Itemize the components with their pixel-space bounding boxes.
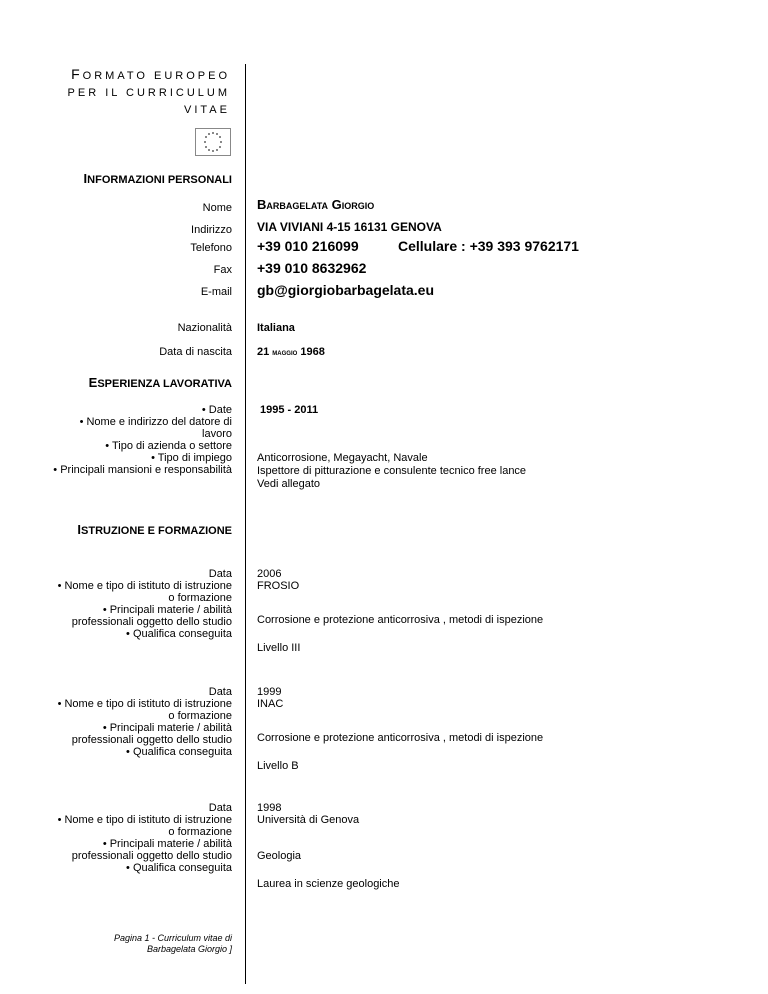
edu-istituto: FROSIO: [257, 580, 300, 592]
value-data-nascita: 21 maggio 1968: [257, 346, 325, 358]
label-telefono: Telefono: [190, 242, 232, 254]
title-line1: ORMATO EUROPEO: [82, 70, 230, 82]
value-cellulare: Cellulare : +39 393 9762171: [398, 238, 579, 254]
edu-qualifica: Livello B: [257, 760, 299, 772]
label-nome: Nome: [202, 202, 232, 214]
cv-title: [60, 66, 230, 119]
section-education: ISTRUZIONE E FORMAZIONE: [77, 522, 232, 537]
label-nazionalita: Nazionalità: [177, 322, 232, 334]
value-fax: +39 010 8632962: [257, 260, 367, 276]
work-impiego: Ispettore di pitturazione e consulente tecnico free lance: [257, 465, 527, 477]
label-data-nascita: Data di nascita: [159, 346, 232, 358]
edu-labels-2: Data • Nome e tipo di istituto di istruzione o formazione • Principali materie / abilità professionali oggetto dello studio • Qualifica conseguita: [57, 686, 232, 758]
title-line2: PER IL CURRICULUM: [67, 87, 230, 99]
edu-istituto: INAC: [257, 698, 284, 710]
column-divider: [245, 64, 246, 984]
work-settore: Anticorrosione, Megayacht, Navale: [257, 452, 428, 464]
value-indirizzo: VIA VIVIANI 4-15 16131 GENOVA: [257, 220, 442, 234]
page-footer: Pagina 1 - Curriculum vitae di Barbagelata Giorgio ]: [113, 933, 232, 954]
edu-materie: Corrosione e protezione anticorrosiva , metodi di ispezione: [257, 732, 544, 744]
value-nazionalita: Italiana: [257, 322, 295, 334]
edu-year: 2006: [257, 568, 282, 580]
value-nome: Barbagelata Giorgio: [257, 197, 375, 212]
title-line3: VITAE: [184, 104, 230, 116]
eu-flag-icon: [195, 128, 231, 156]
edu-qualifica: Laurea in scienze geologiche: [257, 878, 400, 890]
work-labels: • Date • Nome e indirizzo del datore di lavoro • Tipo di azienda o settore • Tipo di impiego • Principali mansioni e responsabilità: [53, 404, 232, 476]
section-personal-info: INFORMAZIONI PERSONALI: [83, 171, 232, 186]
edu-year: 1999: [257, 686, 282, 698]
edu-year: 1998: [257, 802, 282, 814]
value-telefono: +39 010 216099: [257, 238, 359, 254]
edu-labels-3: Data • Nome e tipo di istituto di istruzione o formazione • Principali materie / abilità professionali oggetto dello studio • Qualifica conseguita: [57, 802, 232, 874]
label-fax: Fax: [213, 264, 232, 276]
edu-istituto: Università di Genova: [257, 814, 360, 826]
edu-materie: Corrosione e protezione anticorrosiva , metodi di ispezione: [257, 614, 544, 626]
value-email: gb@giorgiobarbagelata.eu: [257, 282, 435, 298]
edu-materie: Geologia: [257, 850, 302, 862]
edu-qualifica: Livello III: [257, 642, 301, 654]
label-indirizzo: Indirizzo: [191, 224, 232, 236]
edu-labels-1: Data • Nome e tipo di istituto di istruzione o formazione • Principali materie / abilità professionali oggetto dello studio • Qualifica conseguita: [57, 568, 232, 640]
work-mansioni: Vedi allegato: [257, 478, 320, 490]
title-initial: F: [71, 66, 83, 82]
label-email: E-mail: [200, 286, 232, 298]
work-date: 1995 - 2011: [260, 404, 319, 416]
section-work-experience: ESPERIENZA LAVORATIVA: [88, 375, 232, 390]
